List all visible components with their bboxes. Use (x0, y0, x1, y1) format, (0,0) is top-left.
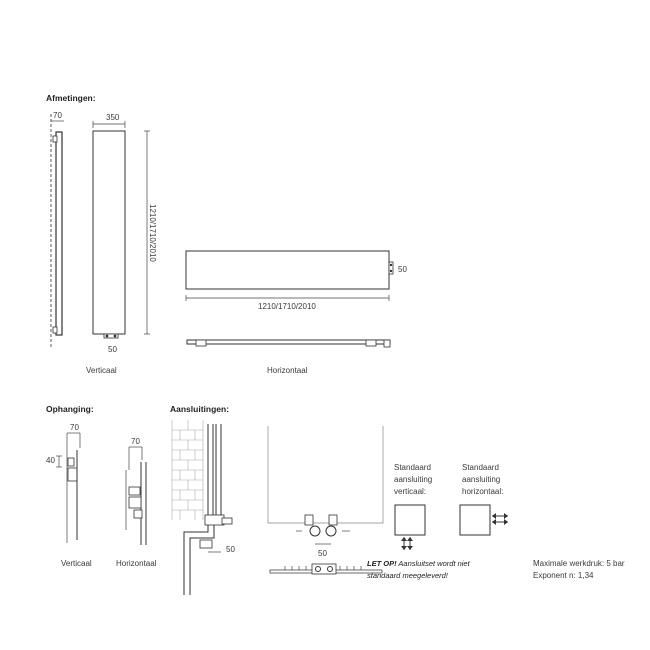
pipe-spacing-label: 50 (318, 549, 327, 558)
std-hor-line2: aansluiting (462, 475, 501, 484)
aansluitingen-side-detail (172, 420, 235, 595)
caption-verticaal: Verticaal (86, 366, 117, 375)
std-vert-line3: verticaal: (394, 487, 427, 496)
ophanging-vertical (46, 423, 80, 543)
std-vert-line2: aansluiting (394, 475, 433, 484)
horiz-side-label: 50 (398, 265, 407, 274)
heading-aansluitingen: Aansluitingen: (170, 404, 230, 414)
exponent: Exponent n: 1,34 (533, 571, 594, 580)
heading-ophanging: Ophanging: (46, 404, 94, 414)
let-op-rest-1: Aansluitset wordt niet (396, 559, 470, 568)
aansluitingen-front-detail (268, 426, 383, 574)
std-hor-line1: Standaard (462, 463, 499, 472)
std-vert-line1: Standaard (394, 463, 431, 472)
svg-text:LET OP! Aansluitset wordt niet (367, 559, 471, 568)
front-bottom-label: 50 (108, 345, 117, 354)
std-hor-line3: horizontaal: (462, 487, 504, 496)
caption-oph-verticaal: Verticaal (61, 559, 92, 568)
ophanging-horizontal (126, 437, 146, 545)
let-op-bold: LET OP! (367, 559, 397, 568)
caption-oph-horizontaal: Horizontaal (116, 559, 157, 568)
front-width-label: 350 (106, 113, 120, 122)
arrow-leftright-icon (492, 513, 508, 525)
standaard-aansluiting-horizontaal (460, 463, 508, 535)
wall-offset-label: 50 (226, 545, 235, 554)
front-view-horizontal (186, 251, 407, 347)
let-op-note (367, 559, 471, 580)
standaard-aansluiting-verticaal (394, 463, 432, 550)
front-height-label: 1210/1710/2010 (148, 204, 157, 262)
oph-v-depth-label: 70 (70, 423, 79, 432)
caption-horizontaal: Horizontaal (267, 366, 308, 375)
oph-h-depth-label: 70 (131, 437, 140, 446)
horiz-length-label: 1210/1710/2010 (258, 302, 316, 311)
oph-v-height-label: 40 (46, 456, 55, 465)
heading-afmetingen: Afmetingen: (46, 93, 96, 103)
arrow-updown-icon (401, 537, 413, 550)
front-view-vertical (93, 113, 157, 354)
side-view-vertical (51, 111, 64, 348)
side-depth-label: 70 (53, 111, 62, 120)
max-werkdruk: Maximale werkdruk: 5 bar (533, 559, 625, 568)
let-op-rest-2: standaard meegeleverd! (367, 571, 448, 580)
